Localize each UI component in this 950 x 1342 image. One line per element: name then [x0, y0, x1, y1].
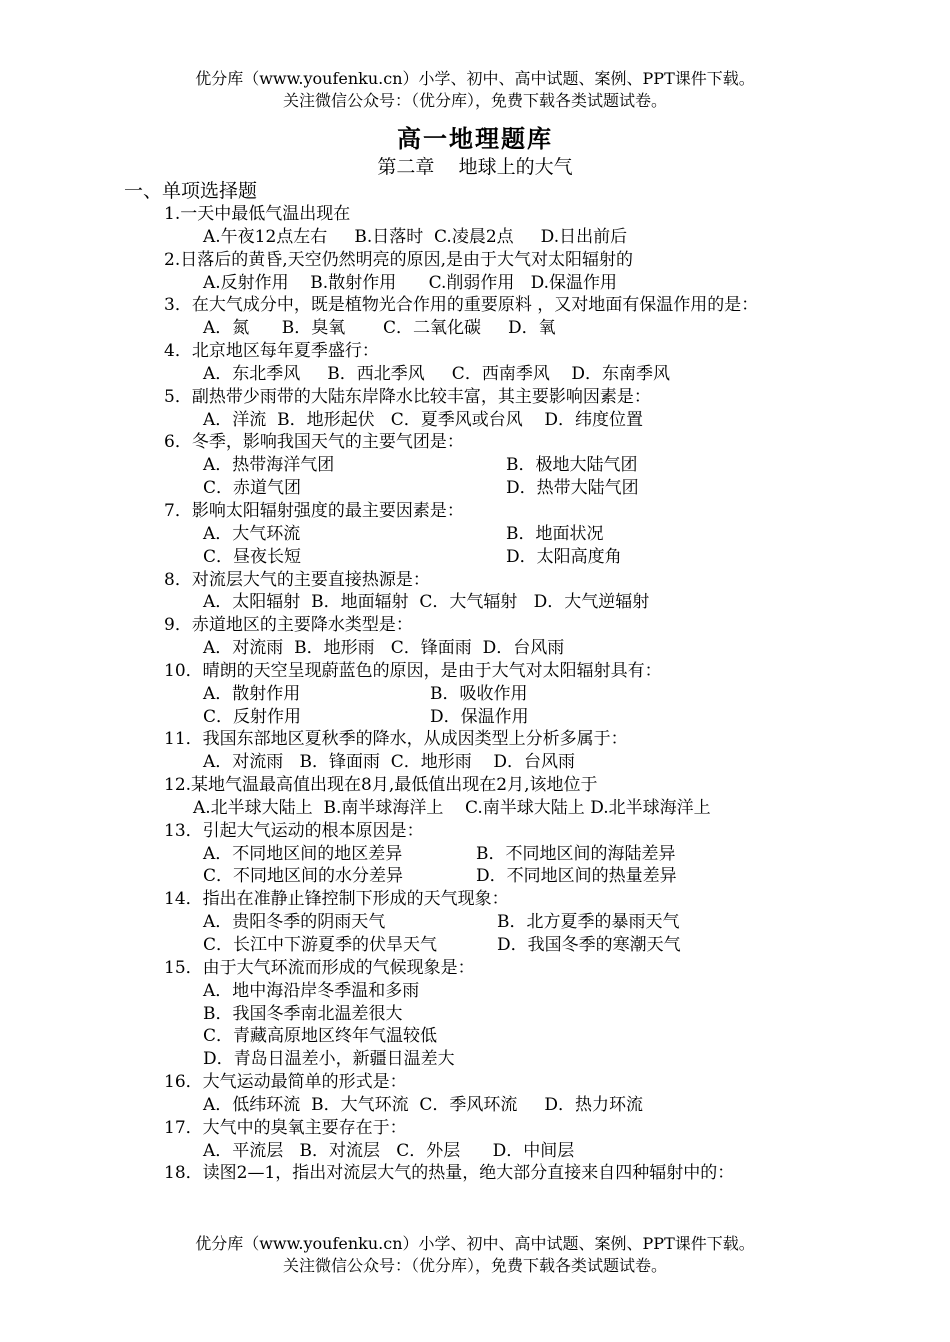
- footer-line-2: 关注微信公众号：（优分库），免费下载各类试题试卷。: [282, 1256, 667, 1275]
- question-stem: [0, 294, 950, 317]
- question-stem-text: 17．大气中的臭氧主要存在于：: [164, 1117, 407, 1138]
- question-stem-text: 5．副热带少雨带的大陆东岸降水比较丰富，其主要影响因素是：: [164, 386, 651, 407]
- answer-option: C．不同地区间的水分差异: [203, 866, 404, 887]
- question-stem: [0, 614, 950, 637]
- answer-option: B．北方夏季的暴雨天气: [497, 912, 680, 933]
- answer-option: A．平流层 B．对流层 C．外层 D．中间层: [203, 1140, 575, 1161]
- answer-option: B．我国冬季南北温差很大: [203, 1003, 403, 1024]
- answer-option: A．不同地区间的地区差异: [203, 843, 403, 864]
- answer-option: A．东北季风 B．西北季风 C．西南季风 D．东南季风: [203, 363, 671, 384]
- answer-option: A．太阳辐射 B．地面辐射 C．大气辐射 D．大气逆辐射: [203, 592, 650, 613]
- question-stem-text: 1.一天中最低气温出现在: [164, 204, 351, 224]
- option-row: [0, 865, 950, 888]
- answer-option: D．我国冬季的寒潮天气: [497, 935, 681, 955]
- question-stem: [0, 820, 950, 843]
- question-stem-text: 9．赤道地区的主要降水类型是：: [164, 615, 413, 636]
- header-line-2: 关注微信公众号：（优分库），免费下载各类试题试卷。: [282, 91, 667, 110]
- question-stem: [0, 249, 950, 272]
- option-row: [0, 317, 950, 340]
- option-row: [0, 546, 950, 569]
- option-row: [0, 683, 950, 706]
- question-stem-text: 13．引起大气运动的根本原因是：: [164, 820, 424, 841]
- option-row: [0, 1094, 950, 1117]
- question-stem: [0, 431, 950, 454]
- answer-option: D．太阳高度角: [506, 546, 622, 567]
- question-stem-text: 14．指出在准静止锋控制下形成的天气现象：: [164, 889, 509, 910]
- question-stem-text: 7．影响太阳辐射强度的最主要因素是：: [164, 500, 464, 521]
- question-stem: [0, 774, 950, 797]
- option-row: [0, 591, 950, 614]
- answer-option: A．大气环流: [203, 523, 301, 544]
- option-row: [0, 363, 950, 386]
- section-heading: 一、单项选择题: [124, 180, 258, 202]
- option-row: [0, 637, 950, 660]
- answer-option: A．散射作用: [203, 683, 301, 704]
- answer-option: B．极地大陆气团: [506, 455, 638, 476]
- answer-option: B．地面状况: [506, 523, 604, 544]
- question-stem: [0, 340, 950, 363]
- option-row: [0, 1048, 950, 1071]
- question-stem: [0, 500, 950, 523]
- option-row: [0, 706, 950, 729]
- answer-option: A．氮 B．臭氧 C．二氧化碳 D．氧: [203, 318, 556, 339]
- answer-option: B．不同地区间的海陆差异: [476, 843, 676, 864]
- answer-option: A．贵阳冬季的阴雨天气: [203, 912, 386, 933]
- option-row: [0, 409, 950, 432]
- answer-option: C．长江中下游夏季的伏旱天气: [203, 935, 438, 955]
- header-line-1: 优分库（www.youfenku.cn）小学、初中、高中试题、案例、PPT课件下载。: [195, 69, 755, 88]
- question-stem-text: 4．北京地区每年夏季盛行：: [164, 341, 379, 362]
- chapter-title: 第二章 地球上的大气: [377, 156, 573, 178]
- option-row: [0, 911, 950, 934]
- answer-option: A．对流雨 B．地形雨 C．锋面雨 D．台风雨: [203, 638, 565, 659]
- option-row: [0, 272, 950, 295]
- answer-option: A.反射作用 B.散射作用 C.削弱作用 D.保温作用: [203, 272, 618, 293]
- question-stem-text: 15．由于大气环流而形成的气候现象是：: [164, 957, 475, 978]
- answer-option: D．保温作用: [430, 706, 529, 727]
- option-row: [0, 1025, 950, 1048]
- question-stem-text: 12.某地气温最高值出现在8月,最低值出现在2月,该地位于: [164, 775, 598, 796]
- option-row: [0, 1140, 950, 1163]
- answer-option: C．青藏高原地区终年气温较低: [203, 1026, 438, 1047]
- answer-option: D．不同地区间的热量差异: [476, 866, 677, 887]
- option-row: [0, 226, 950, 249]
- answer-option: A.午夜12点左右 B.日落时 C.凌晨2点 D.日出前后: [203, 226, 628, 247]
- question-stem: [0, 386, 950, 409]
- question-stem: [0, 728, 950, 751]
- answer-option: C．赤道气团: [203, 478, 302, 499]
- answer-option: D．热带大陆气团: [506, 478, 639, 499]
- option-row: [0, 477, 950, 500]
- question-stem: [0, 569, 950, 592]
- option-row: [0, 454, 950, 477]
- answer-option: D．青岛日温差小，新疆日温差大: [203, 1049, 455, 1070]
- answer-option: A．热带海洋气团: [203, 455, 335, 476]
- option-row: [0, 843, 950, 866]
- question-stem: [0, 660, 950, 683]
- answer-option: A．地中海沿岸冬季温和多雨: [203, 980, 420, 1001]
- option-row: [0, 751, 950, 774]
- page-title: 高一地理题库: [397, 125, 553, 153]
- question-stem: [0, 1162, 950, 1185]
- answer-option: C．反射作用: [203, 706, 302, 727]
- question-stem: [0, 888, 950, 911]
- question-stem-text: 6．冬季，影响我国天气的主要气团是：: [164, 432, 464, 453]
- question-stem-text: 3．在大气成分中，既是植物光合作用的重要原料 ，又对地面有保温作用的是：: [164, 295, 759, 316]
- option-row: [0, 980, 950, 1003]
- question-stem: [0, 957, 950, 980]
- question-stem-text: 2.日落后的黄昏,天空仍然明亮的原因,是由于大气对太阳辐射的: [164, 249, 634, 270]
- question-stem-text: 16．大气运动最简单的形式是：: [164, 1072, 407, 1093]
- answer-option: C．昼夜长短: [203, 546, 302, 567]
- answer-option: A.北半球大陆上 B.南半球海洋上 C.南半球大陆上 D.北半球海洋上: [193, 797, 711, 818]
- question-stem-text: 11．我国东部地区夏秋季的降水，从成因类型上分析多属于：: [164, 729, 628, 750]
- answer-option: A．低纬环流 B．大气环流 C．季风环流 D．热力环流: [203, 1094, 644, 1115]
- question-stem: [0, 203, 950, 226]
- answer-option: A．对流雨 B．锋面雨 C．地形雨 D．台风雨: [203, 752, 576, 773]
- question-stem-text: 8．对流层大气的主要直接热源是：: [164, 569, 430, 590]
- question-list: [0, 203, 950, 1185]
- question-stem: [0, 1117, 950, 1140]
- option-row: [0, 523, 950, 546]
- option-row: [0, 934, 950, 957]
- answer-option: B．吸收作用: [430, 683, 528, 704]
- question-stem-text: 18．读图2—1，指出对流层大气的热量，绝大部分直接来自四种辐射中的：: [164, 1163, 735, 1184]
- answer-option: A．洋流 B．地形起伏 C．夏季风或台风 D．纬度位置: [203, 409, 644, 430]
- option-row: [0, 1003, 950, 1026]
- question-stem-text: 10．晴朗的天空呈现蔚蓝色的原因，是由于大气对太阳辐射具有：: [164, 660, 662, 681]
- question-stem: [0, 1071, 950, 1094]
- option-row: [0, 797, 950, 820]
- footer-line-1: 优分库（www.youfenku.cn）小学、初中、高中试题、案例、PPT课件下载。: [195, 1234, 755, 1253]
